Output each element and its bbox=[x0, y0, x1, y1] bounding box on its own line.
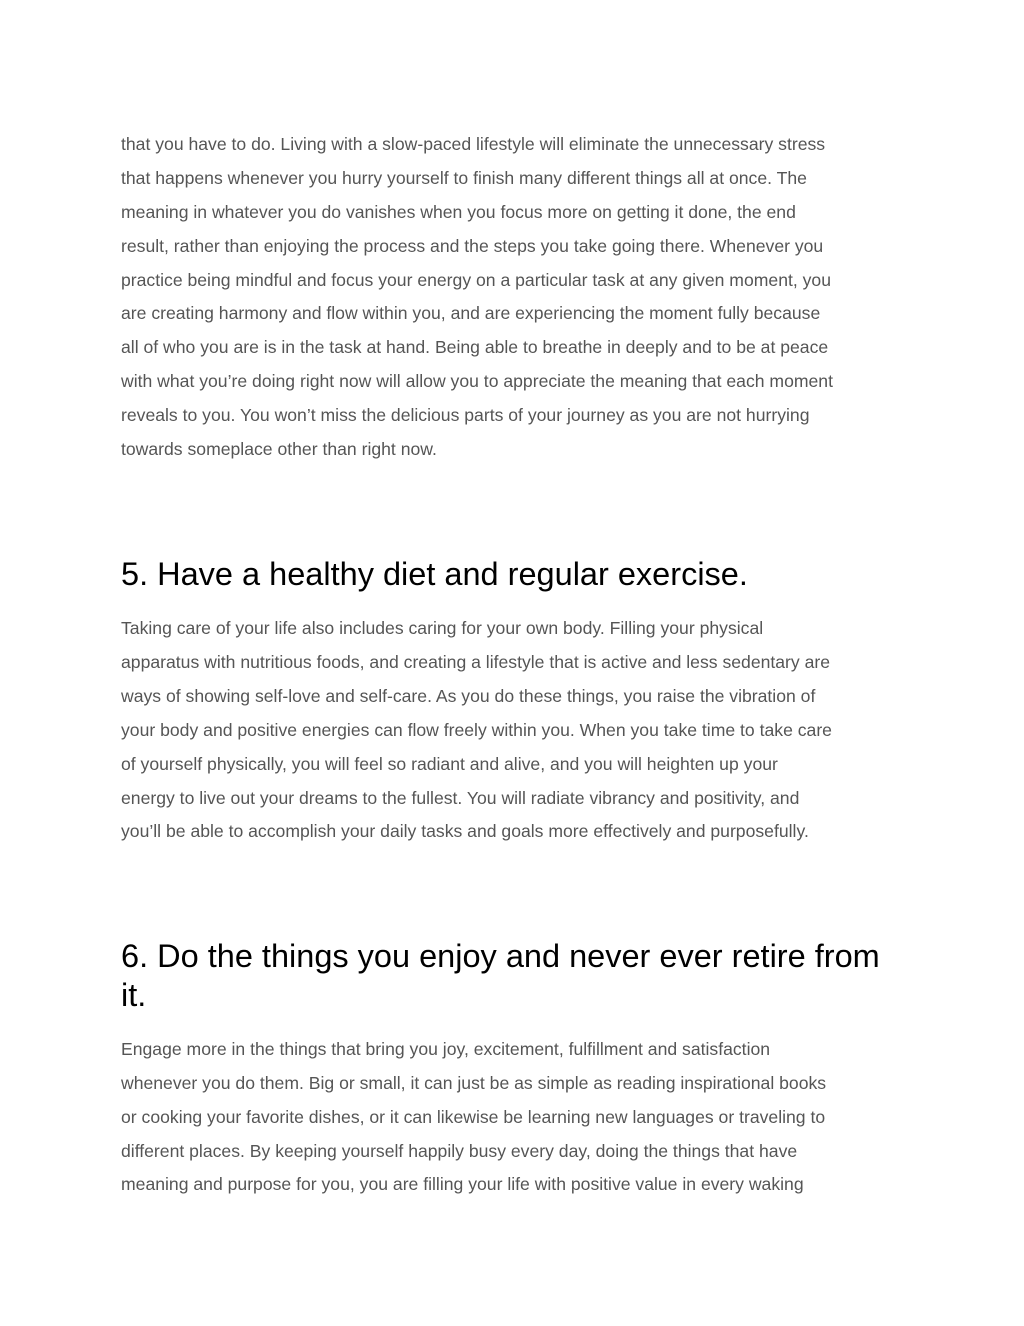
paragraph-line: reveals to you. You won’t miss the delicious parts of your journey as you are not hurrying bbox=[121, 405, 810, 425]
paragraph-line: or cooking your favorite dishes, or it can likewise be learning new languages or traveling to bbox=[121, 1107, 826, 1127]
paragraph-line: Taking care of your life also includes caring for your own body. Filling your physical bbox=[121, 618, 764, 638]
paragraph-line: of yourself physically, you will feel so radiant and alive, and you will heighten up your bbox=[121, 754, 778, 774]
paragraph-line: apparatus with nutritious foods, and creating a lifestyle that is active and less sedentary are bbox=[121, 652, 831, 672]
paragraph-line: you’ll be able to accomplish your daily tasks and goals more effectively and purposefully. bbox=[121, 821, 809, 841]
paragraph-line: ways of showing self-love and self-care. As you do these things, you raise the vibration of bbox=[121, 686, 816, 706]
section-heading-healthy-diet: 5. Have a healthy diet and regular exercise. bbox=[121, 556, 748, 592]
paragraph-line: with what you’re doing right now will allow you to appreciate the meaning that each moment bbox=[121, 371, 833, 391]
paragraph-line: that happens whenever you hurry yourself to finish many different things all at once. The bbox=[121, 168, 807, 188]
paragraph-line: whenever you do them. Big or small, it can just be as simple as reading inspirational books bbox=[121, 1073, 827, 1093]
paragraph-line: all of who you are is in the task at hand. Being able to breathe in deeply and to be at peace bbox=[121, 337, 829, 357]
paragraph-line: practice being mindful and focus your energy on a particular task at any given moment, you bbox=[121, 270, 832, 290]
paragraph-line: meaning and purpose for you, you are filling your life with positive value in every waking bbox=[121, 1174, 804, 1194]
section-heading-enjoy-things: 6. Do the things you enjoy and never ever retire from bbox=[121, 938, 880, 974]
paragraph-line: that you have to do. Living with a slow-paced lifestyle will eliminate the unnecessary stress bbox=[121, 134, 826, 154]
paragraph-line: energy to live out your dreams to the fullest. You will radiate vibrancy and positivity, and bbox=[121, 788, 800, 808]
paragraph-line: your body and positive energies can flow freely within you. When you take time to take care bbox=[121, 720, 832, 740]
paragraph-line: different places. By keeping yourself happily busy every day, doing the things that have bbox=[121, 1141, 798, 1161]
paragraph-line: Engage more in the things that bring you joy, excitement, fulfillment and satisfaction bbox=[121, 1039, 771, 1059]
paragraph-line: are creating harmony and flow within you, and are experiencing the moment fully because bbox=[121, 303, 821, 323]
paragraph-line: meaning in whatever you do vanishes when you focus more on getting it done, the end bbox=[121, 202, 796, 222]
paragraph-line: towards someplace other than right now. bbox=[121, 439, 437, 459]
section-heading-enjoy-things-continued: it. bbox=[121, 977, 147, 1013]
paragraph-line: result, rather than enjoying the process and the steps you take going there. Whenever you bbox=[121, 236, 824, 256]
